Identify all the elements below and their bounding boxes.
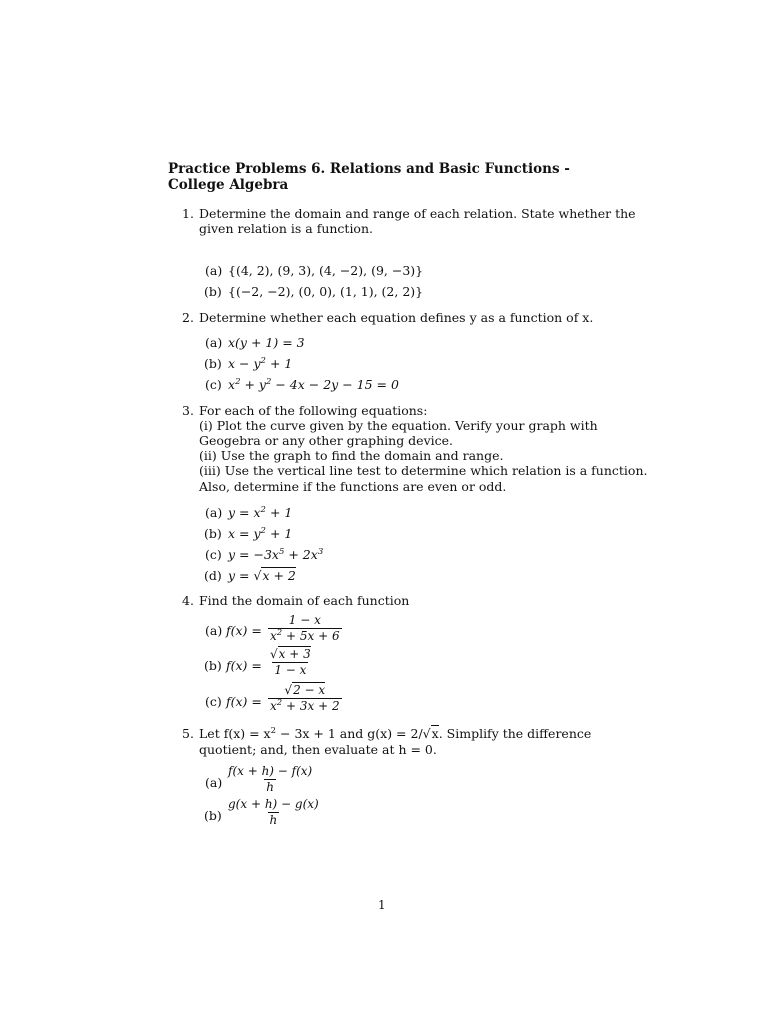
problem-4c-lhs: f(x) = [226, 694, 262, 709]
problem-4a-fraction [268, 614, 342, 643]
problem-5b-label: (b) [204, 808, 222, 823]
problem-2-line-1: Determine whether each equation defines y as a function of x. [199, 310, 594, 325]
problem-1b-expression: {(−2, −2), (0, 0), (1, 1), (2, 2)} [228, 284, 424, 299]
problem-3-line-6: Also, determine if the functions are even or odd. [199, 479, 507, 494]
problem-3d-label: (d) [204, 568, 222, 583]
problem-5b-numerator: g(x + h) − g(x) [228, 797, 319, 811]
problem-4-line-1: Find the domain of each function [199, 593, 410, 608]
problem-1-number: 1. [182, 206, 194, 221]
problem-2c-label: (c) [205, 377, 222, 392]
problem-5-line-1: Let $f(x) = x^2 - 3x + 1$ and g(x) = 2/√x. Simplify the difference [199, 726, 592, 741]
problem-2c-expression: $x^2 + y^2 - 4x - 2y - 15 = 0$ [228, 377, 399, 392]
problem-5-line-2: quotient; and, then evaluate at h = 0. [199, 742, 437, 757]
problem-4c-denominator: $x^2 + 3x + 2$ [270, 698, 340, 713]
problem-3-line-2: (i) Plot the curve given by the equation. Verify your graph with [199, 418, 598, 433]
problem-4b-lhs: f(x) = [226, 658, 262, 673]
problem-5b-fraction [226, 798, 321, 827]
problem-5b-denominator: h [269, 813, 278, 827]
problem-2a-label: (a) [205, 335, 223, 350]
problem-1b-label: (b) [204, 284, 222, 299]
problem-4a-lhs: f(x) = [226, 623, 262, 638]
problem-3-number: 3. [182, 403, 194, 418]
problem-5a-numerator: f(x + h) − f(x) [228, 764, 313, 778]
problem-4a-label: (a) [205, 623, 223, 638]
problem-3-line-3: Geogebra or any other graphing device. [199, 433, 454, 448]
problem-1-line-1: Determine the domain and range of each relation. State whether the [199, 206, 636, 221]
problem-4a-numerator: 1 − x [288, 613, 321, 627]
problem-4b-label: (b) [204, 658, 222, 673]
problem-4b-denominator: 1 − x [274, 663, 307, 677]
page-number: 1 [378, 898, 386, 912]
problem-3a-expression: $y = x^2 + 1$ [228, 505, 293, 520]
page-title: Practice Problems 6. Relations and Basic Functions - College Algebra [168, 161, 570, 193]
problem-3-line-5: (iii) Use the vertical line test to determine which relation is a function. [199, 463, 648, 478]
problem-4b-numerator: √x + 3 [270, 647, 311, 661]
problem-2-number: 2. [182, 310, 194, 325]
problem-3c-expression: $y = -3x^5 + 2x^3$ [228, 547, 324, 562]
problem-4c-numerator: √2 − x [284, 683, 326, 697]
problem-5-number: 5. [182, 726, 194, 741]
problem-3-line-1: For each of the following equations: [199, 403, 428, 418]
problem-1a-label: (a) [205, 263, 223, 278]
problem-3c-label: (c) [205, 547, 222, 562]
problem-2b-expression: $x - y^2 + 1$ [228, 356, 293, 371]
problem-4c-label: (c) [205, 694, 222, 709]
problem-2b-label: (b) [204, 356, 222, 371]
problem-3b-label: (b) [204, 526, 222, 541]
problem-3b-expression: $x = y^2 + 1$ [228, 526, 293, 541]
problem-3-line-4: (ii) Use the graph to find the domain and range. [199, 448, 504, 463]
problem-4-number: 4. [182, 593, 194, 608]
problem-4b-fraction [268, 648, 313, 677]
problem-4a-denominator: $x^2 + 5x + 6$ [270, 628, 340, 643]
problem-3d-expression: y = √x + 2 [228, 568, 296, 583]
problem-2a-expression: x(y + 1) = 3 [228, 335, 305, 350]
problem-5a-label: (a) [205, 775, 223, 790]
problem-5a-denominator: h [266, 780, 274, 794]
problem-4c-fraction [268, 684, 342, 713]
problem-1a-expression: {(4, 2), (9, 3), (4, −2), (9, −3)} [228, 263, 424, 278]
problem-1-line-2: given relation is a function. [199, 221, 373, 236]
problem-5a-fraction [226, 765, 314, 794]
problem-3a-label: (a) [205, 505, 223, 520]
